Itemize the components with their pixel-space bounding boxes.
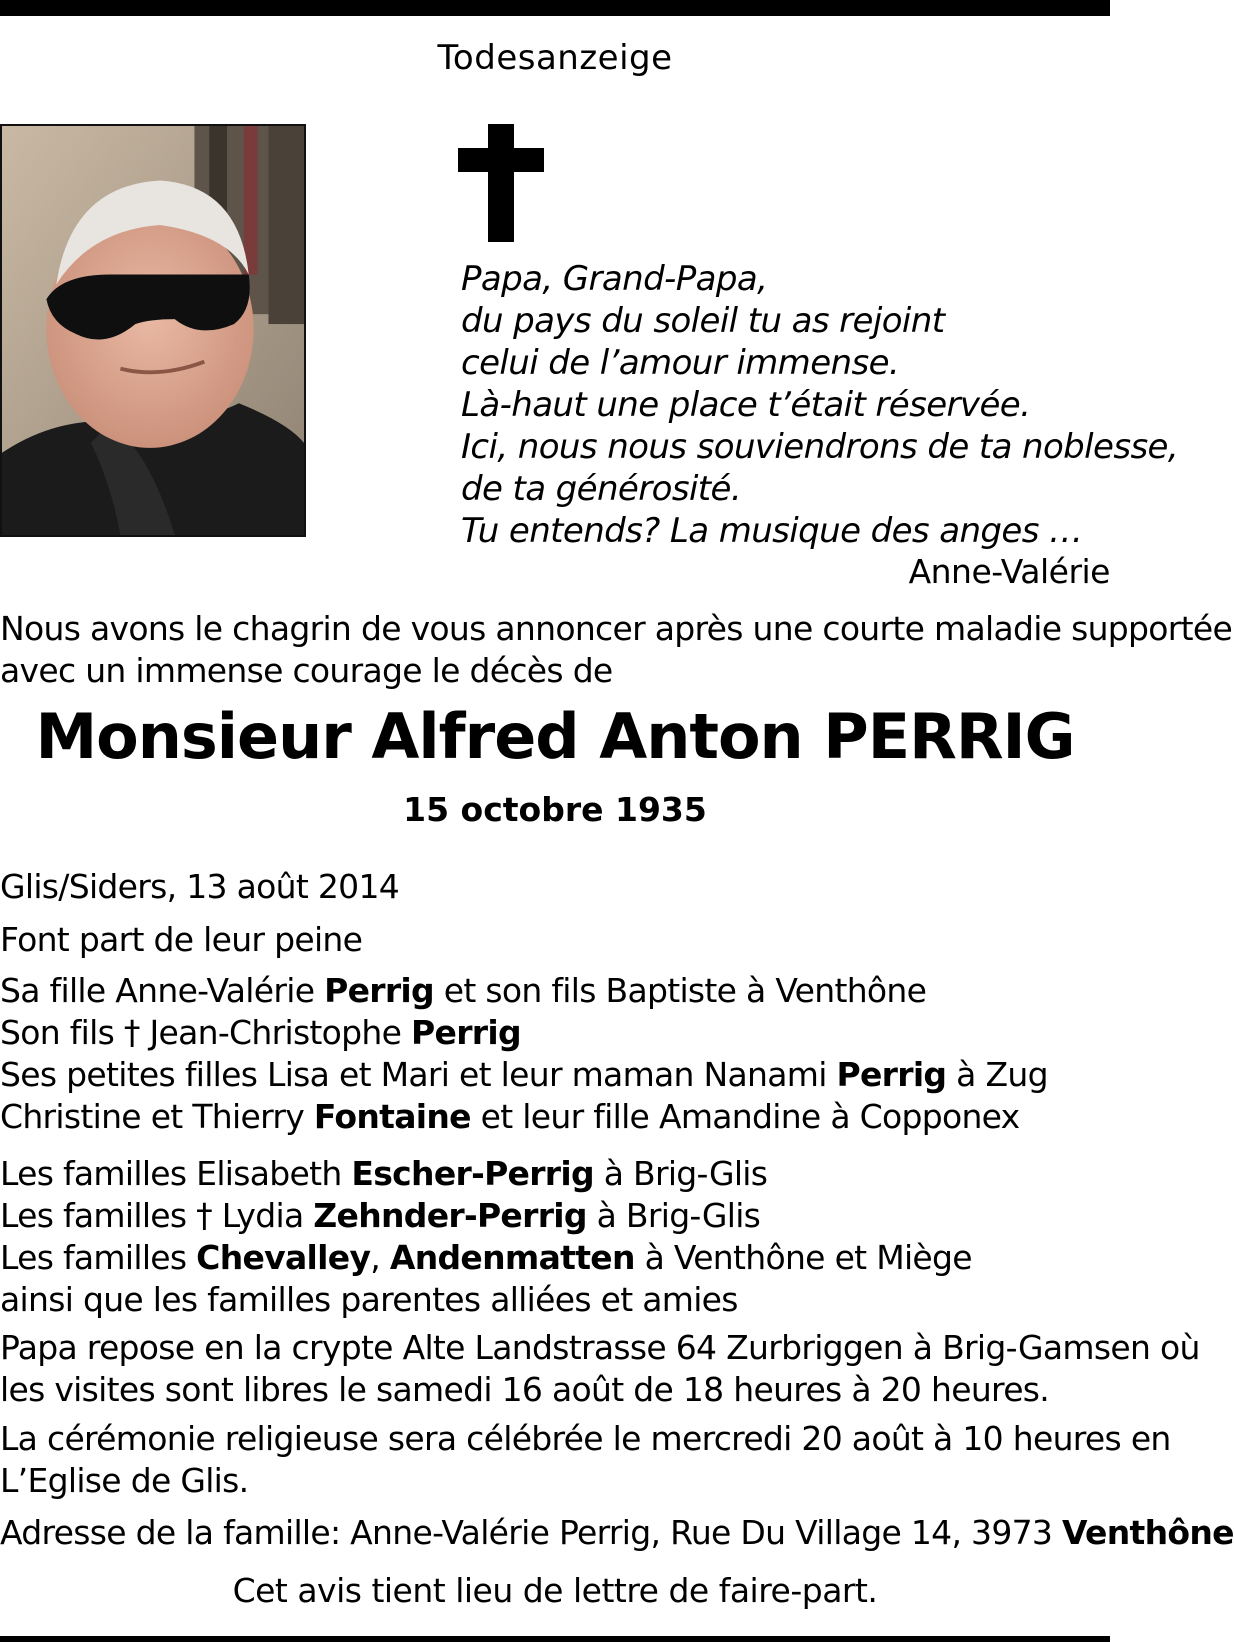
intro-text (0, 608, 1232, 692)
crypte-line: Papa repose en la crypte Alte Landstrasse 64 Zurbriggen à Brig-Gamsen où (0, 1328, 1200, 1367)
family-line: Christine et Thierry Fontaine et leur fille Amandine à Copponex (0, 1097, 1020, 1136)
family-line: ainsi que les familles parentes alliées et amies (0, 1280, 738, 1319)
top-border-rule (0, 0, 1110, 16)
family-line: Ses petites filles Lisa et Mari et leur maman Nanami Perrig à Zug (0, 1055, 1048, 1094)
ceremony-line: L’Eglise de Glis. (0, 1461, 249, 1500)
family-list-close (0, 970, 1048, 1138)
birth-date: 15 octobre 1935 (403, 790, 707, 829)
poem-line: Tu entends? La musique des anges … (461, 511, 1083, 551)
ceremony-info (0, 1418, 1171, 1502)
family-line: Les familles † Lydia Zehnder-Perrig à Brig-Glis (0, 1196, 761, 1235)
cross-icon (458, 124, 544, 242)
poem-line: de ta générosité. (461, 469, 742, 509)
poem-author: Anne-Valérie (908, 552, 1110, 591)
bottom-border-rule (0, 1636, 1110, 1642)
family-line: Son fils † Jean-Christophe Perrig (0, 1013, 521, 1052)
poem (461, 258, 1179, 552)
deceased-name: Monsieur Alfred Anton PERRIG (35, 700, 1075, 773)
poem-line: du pays du soleil tu as rejoint (461, 301, 945, 341)
poem-line: Ici, nous nous souviendrons de ta noblesse, (461, 427, 1179, 467)
poem-line: celui de l’amour immense. (461, 343, 900, 383)
portrait-photo (0, 124, 306, 537)
intro-line: avec un immense courage le décès de (0, 651, 613, 690)
footer-note: Cet avis tient lieu de lettre de faire-part. (232, 1571, 878, 1610)
crypte-line: les visites sont libres le samedi 16 août de 18 heures à 20 heures. (0, 1370, 1050, 1409)
family-line: Les familles Chevalley, Andenmatten à Venthône et Miège (0, 1238, 972, 1277)
family-address: Adresse de la famille: Anne-Valérie Perrig, Rue Du Village 14, 3973 Venthône (0, 1513, 1234, 1552)
poem-line: Papa, Grand-Papa, (461, 259, 768, 299)
crypte-info (0, 1327, 1200, 1411)
poem-line: Là-haut une place t’était réservée. (461, 385, 1031, 425)
family-list-extended (0, 1153, 972, 1321)
intro-line: Nous avons le chagrin de vous annoncer après une courte maladie supportée (0, 609, 1233, 648)
family-line: Sa fille Anne-Valérie Perrig et son fils Baptiste à Venthône (0, 971, 927, 1010)
font-part-line: Font part de leur peine (0, 920, 363, 959)
notice-heading: Todesanzeige (437, 38, 673, 78)
ceremony-line: La cérémonie religieuse sera célébrée le mercredi 20 août à 10 heures en (0, 1419, 1171, 1458)
place-date: Glis/Siders, 13 août 2014 (0, 867, 400, 906)
family-line: Les familles Elisabeth Escher-Perrig à Brig-Glis (0, 1154, 768, 1193)
